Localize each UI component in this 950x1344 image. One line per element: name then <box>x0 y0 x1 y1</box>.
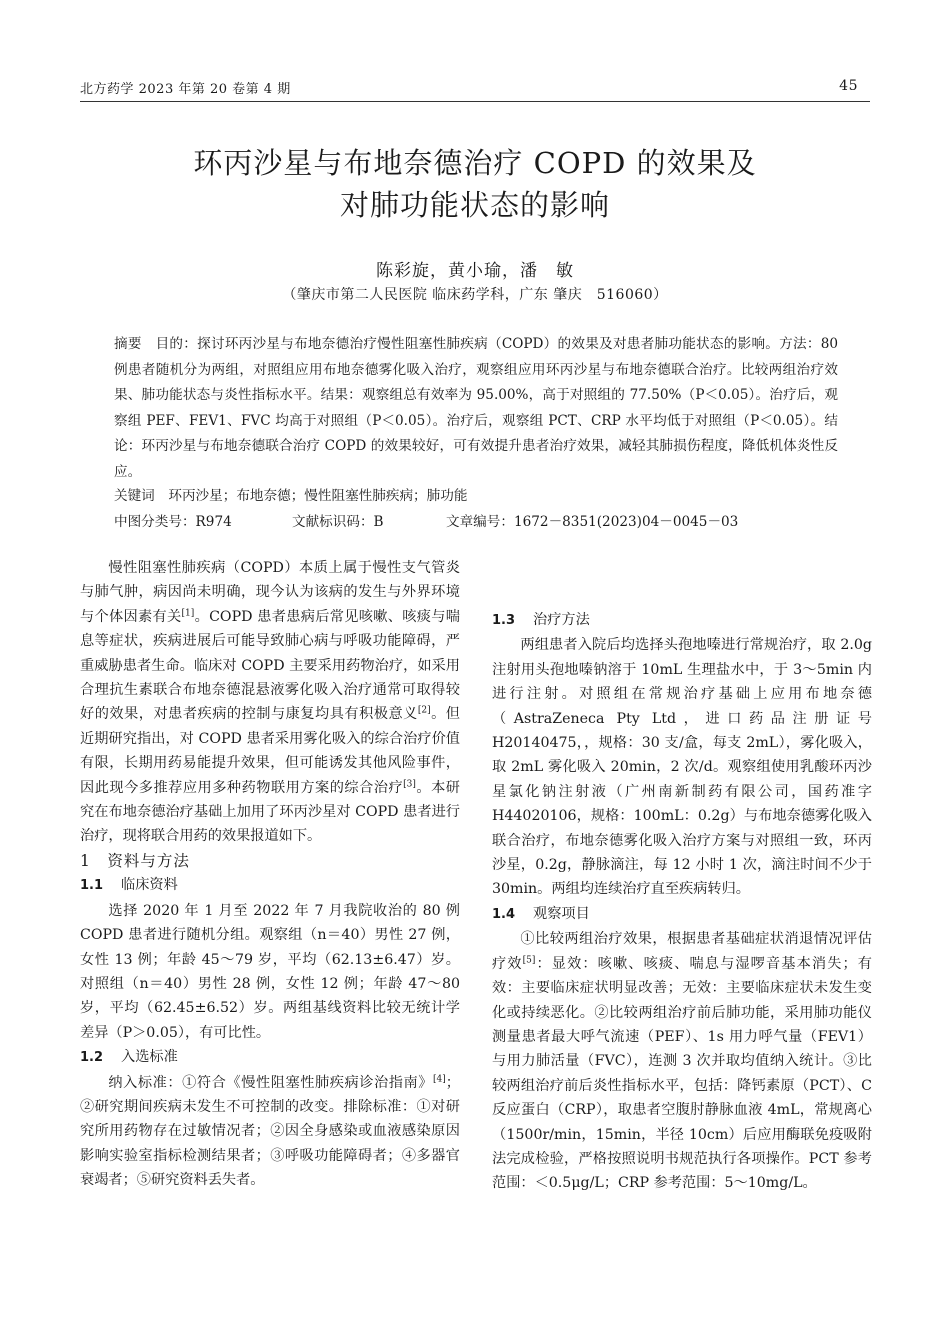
authors: 陈彩旋，黄小瑜，潘 敏 <box>376 261 574 281</box>
keywords-text: 环丙沙星；布地奈德；慢性阻塞性肺疾病；肺功能 <box>168 488 468 504</box>
document-code: 文献标识码：B <box>292 514 384 530</box>
section-1-3-heading: 1.3 治疗方法 <box>492 612 590 628</box>
section-1-3-text: 两组患者入院后均选择头孢地嗪进行常规治疗，取 2.0g 注射用头孢地嗪钠溶于 10mL 生理盐水中，于 3～5min 内进行注射。对照组在常规治疗基础上应用布地奈德（AstraZeneca Pty Ltd，进口药品注册证号 H20140475，，规格：30 支/盒，每支 2mL），雾化吸入，取 2mL 雾化吸入 20min，2 次/d。观察组使用乳酸环丙沙星氯化钠注射液（广州南新制药有限公司，国药准字 H44020106，规格：100mL：0.2g）与布地奈德雾化吸入联合治疗，布地奈德雾化吸入治疗方案与对照组一致，环丙沙星，0.2g，静脉滴注，每 12 小时 1 次，滴注时间不少于 30min。两组均连续治疗直至疾病转归。 <box>492 637 872 898</box>
ref-5: [5] <box>522 954 536 965</box>
header-rule <box>80 101 870 102</box>
keywords <box>114 484 467 504</box>
section-1-2-text: 纳入标准：①符合《慢性阻塞性肺疾病诊治指南》[4]；②研究期间疾病未发生不可控制的改变。排除标准：①对研究所用药物存在过敏情况者；②因全身感染或血液感染原因影响实验室指标检测结果者；③呼吸功能障碍者；④多器官衰竭者；⑤研究资料丢失者。 <box>80 1073 460 1189</box>
page-number: 45 <box>839 78 858 94</box>
journal-issue: 北方药学 2023 年第 20 卷第 4 期 <box>80 82 291 97</box>
section-1-2-heading: 1.2 入选标准 <box>80 1049 178 1066</box>
left-column <box>80 556 460 1193</box>
ref-3: [3] <box>403 778 416 789</box>
abstract-label: 摘要 <box>114 336 142 352</box>
classification-row <box>114 510 838 532</box>
abstract-text: 目的：探讨环丙沙星与布地奈德治疗慢性阻塞性肺疾病（COPD）的效果及对患者肺功能状态的影响。方法：80 例患者随机分为两组，对照组应用布地奈德雾化吸入治疗，观察组应用环丙沙星与布地奈德联合治疗。比较两组治疗效果、肺功能状态与炎性指标水平。结果：观察组总有效率为 95.00%，高于对照组的 77.50%（P＜0.05）。治疗后，观察组 PEF、FEV1、FVC 均高于对照组（P＜0.05）。治疗后，观察组 PCT、CRP 水平均低于对照组（P＜0.05）。结论：环丙沙星与布地奈德联合治疗 COPD 的效果较好，可有效提升患者治疗效果，减轻其肺损伤程度，降低机体炎性反应。 <box>114 336 839 480</box>
abstract <box>114 332 838 486</box>
title-line-2: 对肺功能状态的影响 <box>339 188 610 222</box>
article-number: 文章编号：1672－8351(2023)04－0045－03 <box>446 514 739 530</box>
right-column <box>492 556 872 1196</box>
section-1-heading: 1 资料与方法 <box>80 851 190 870</box>
running-header <box>80 78 870 100</box>
article-title <box>80 142 870 226</box>
section-1-4-text: ①比较两组治疗效果，根据患者基础症状消退情况评估疗效[5]：显效：咳嗽、咳痰、喘息与湿啰音基本消失；有效：主要临床症状明显改善；无效：主要临床症状未发生变化或持续恶化。②比较两组治疗前后肺功能，采用肺功能仪测量患者最大呼气流速（PEF）、1s 用力呼气量（FEV1）与用力肺活量（FVC），连测 3 次并取均值纳入统计。③比较两组治疗前后炎性指标水平，包括：降钙素原（PCT）、C 反应蛋白（CRP），取患者空腹肘静脉血液 4mL，常规离心（1500r/min，15min，半径 10cm）后应用酶联免疫吸附法完成检验，严格按照说明书规范执行各项操作。PCT 参考范围：＜0.5μg/L；CRP 参考范围：5～10mg/L。 <box>492 931 872 1192</box>
ref-1: [1] <box>181 608 195 619</box>
keywords-label: 关键词 <box>114 488 155 504</box>
section-1-1-heading: 1.1 临床资料 <box>80 877 178 894</box>
section-1-1-text: 选择 2020 年 1 月至 2022 年 7 月我院收治的 80 例 COPD 患者进行随机分组。观察组（n＝40）男性 27 例，女性 13 例；年龄 45～79 岁，平均（62.13±6.47）岁。对照组（n＝40）男性 28 例，女性 12 例；年龄 47～80 岁，平均（62.45±6.52）岁。两组基线资料比较无统计学差异（P＞0.05），有可比性。 <box>80 902 460 1041</box>
ref-4: [4] <box>433 1073 446 1084</box>
title-line-1: 环丙沙星与布地奈德治疗 COPD 的效果及 <box>193 146 757 180</box>
intro-paragraph: 慢性阻塞性肺疾病（COPD）本质上属于慢性支气管炎与肺气肿，病因尚未明确，现今认为该病的发生与外界环境与个体因素有关[1]。COPD 患者患病后常见咳嗽、咳痰与喘息等症状，疾病进展后可能导致肺心病与呼吸功能障碍，严重威胁患者生命。临床对 COPD 主要采用药物治疗，如采用合理抗生素联合布地奈德混悬液雾化吸入治疗通常可取得较好的效果，对患者疾病的控制与康复均具有积极意义[2]。但近期研究指出，对 COPD 患者采用雾化吸入的综合治疗价值有限，长期用药易能提升效果，但可能诱发其他风险事件，因此现今多推荐应用多种药物联用方案的综合治疗[3]。本研究在布地奈德治疗基础上加用了环丙沙星对 COPD 患者进行治疗，现将联合用药的效果报道如下。 <box>80 560 460 845</box>
affiliation: （肇庆市第二人民医院 临床药学科，广东 肇庆 516060） <box>282 287 668 303</box>
ref-2: [2] <box>417 705 431 716</box>
section-1-4-heading: 1.4 观察项目 <box>492 905 590 922</box>
clc-number: 中图分类号：R974 <box>114 514 232 530</box>
